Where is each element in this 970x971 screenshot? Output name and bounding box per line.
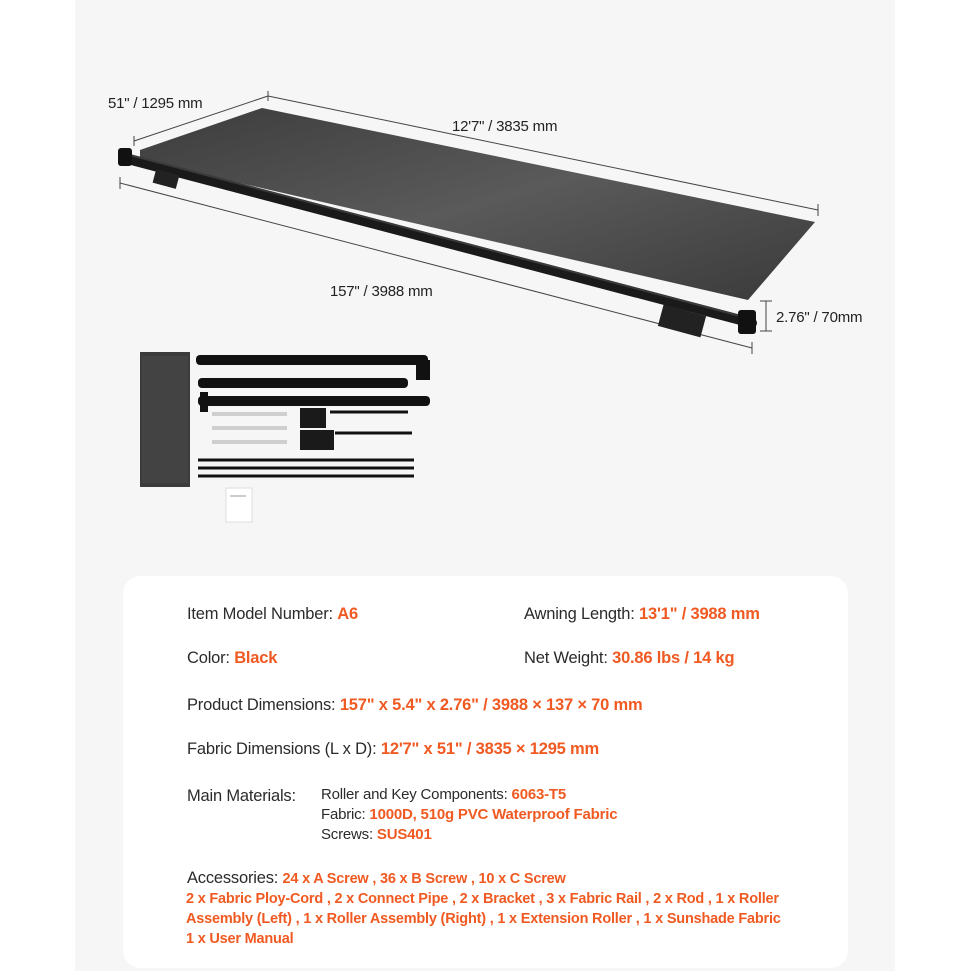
- fabric-length-label: 12'7" / 3835 mm: [452, 118, 558, 135]
- spec-color-value: Black: [234, 649, 278, 667]
- total-length-label: 157" / 3988 mm: [330, 283, 433, 300]
- spec-product-dimensions: [187, 696, 642, 715]
- spec-awning-length: [524, 605, 760, 624]
- accessories-line-3: Assembly (Left) , 1 x Roller Assembly (Right) , 1 x Extension Roller , 1 x Sunshade Fabric: [186, 911, 781, 927]
- spec-accessories: [187, 869, 566, 888]
- material-roller-value: 6063-T5: [511, 786, 567, 803]
- user-manual: [226, 488, 252, 522]
- accessories-line-1: 24 x A Screw , 36 x B Screw , 10 x C Screw: [282, 871, 566, 887]
- spec-awning-length-value: 13'1" / 3988 mm: [639, 605, 760, 623]
- accessories-label: Accessories:: [187, 869, 283, 887]
- accessories-line-4: 1 x User Manual: [186, 931, 294, 947]
- material-screws-label: Screws:: [321, 826, 377, 843]
- height-dimension-label: 2.76" / 70mm: [776, 309, 863, 326]
- spec-model-label: Item Model Number:: [187, 605, 338, 623]
- spec-model-value: A6: [337, 605, 358, 623]
- spec-model: [187, 605, 358, 624]
- spec-fabric-dimensions-label: Fabric Dimensions (L x D):: [187, 740, 381, 758]
- spec-product-dimensions-label: Product Dimensions:: [187, 696, 340, 714]
- depth-dimension-label: 51" / 1295 mm: [108, 95, 203, 112]
- accessories-line-2: 2 x Fabric Ploy-Cord , 2 x Connect Pipe , 2 x Bracket , 3 x Fabric Rail , 2 x Rod , 1 x Roller: [186, 891, 779, 907]
- spec-product-dimensions-value: 157" x 5.4" x 2.76" / 3988 × 137 × 70 mm: [339, 696, 643, 714]
- spec-net-weight-value: 30.86 lbs / 14 kg: [612, 649, 735, 667]
- material-roller-label: Roller and Key Components:: [321, 786, 512, 803]
- material-screws-value: SUS401: [376, 826, 432, 843]
- material-roller: [321, 786, 566, 803]
- spec-color: [187, 649, 277, 668]
- spec-fabric-dimensions-value: 12'7" x 51" / 3835 × 1295 mm: [380, 740, 599, 758]
- material-screws: [321, 826, 432, 843]
- spec-awning-length-label: Awning Length:: [524, 605, 640, 623]
- spec-materials-label: Main Materials:: [187, 787, 296, 805]
- accessories-list: [186, 889, 781, 949]
- material-fabric: [321, 806, 617, 823]
- package-contents: [140, 352, 430, 522]
- spec-color-label: Color:: [187, 649, 235, 667]
- spec-fabric-dimensions: [187, 740, 599, 759]
- spec-net-weight: [524, 649, 734, 668]
- awning-fabric: [140, 108, 815, 300]
- material-fabric-value: 1000D, 510g PVC Waterproof Fabric: [369, 806, 618, 823]
- material-fabric-label: Fabric:: [321, 806, 370, 823]
- spec-net-weight-label: Net Weight:: [524, 649, 613, 667]
